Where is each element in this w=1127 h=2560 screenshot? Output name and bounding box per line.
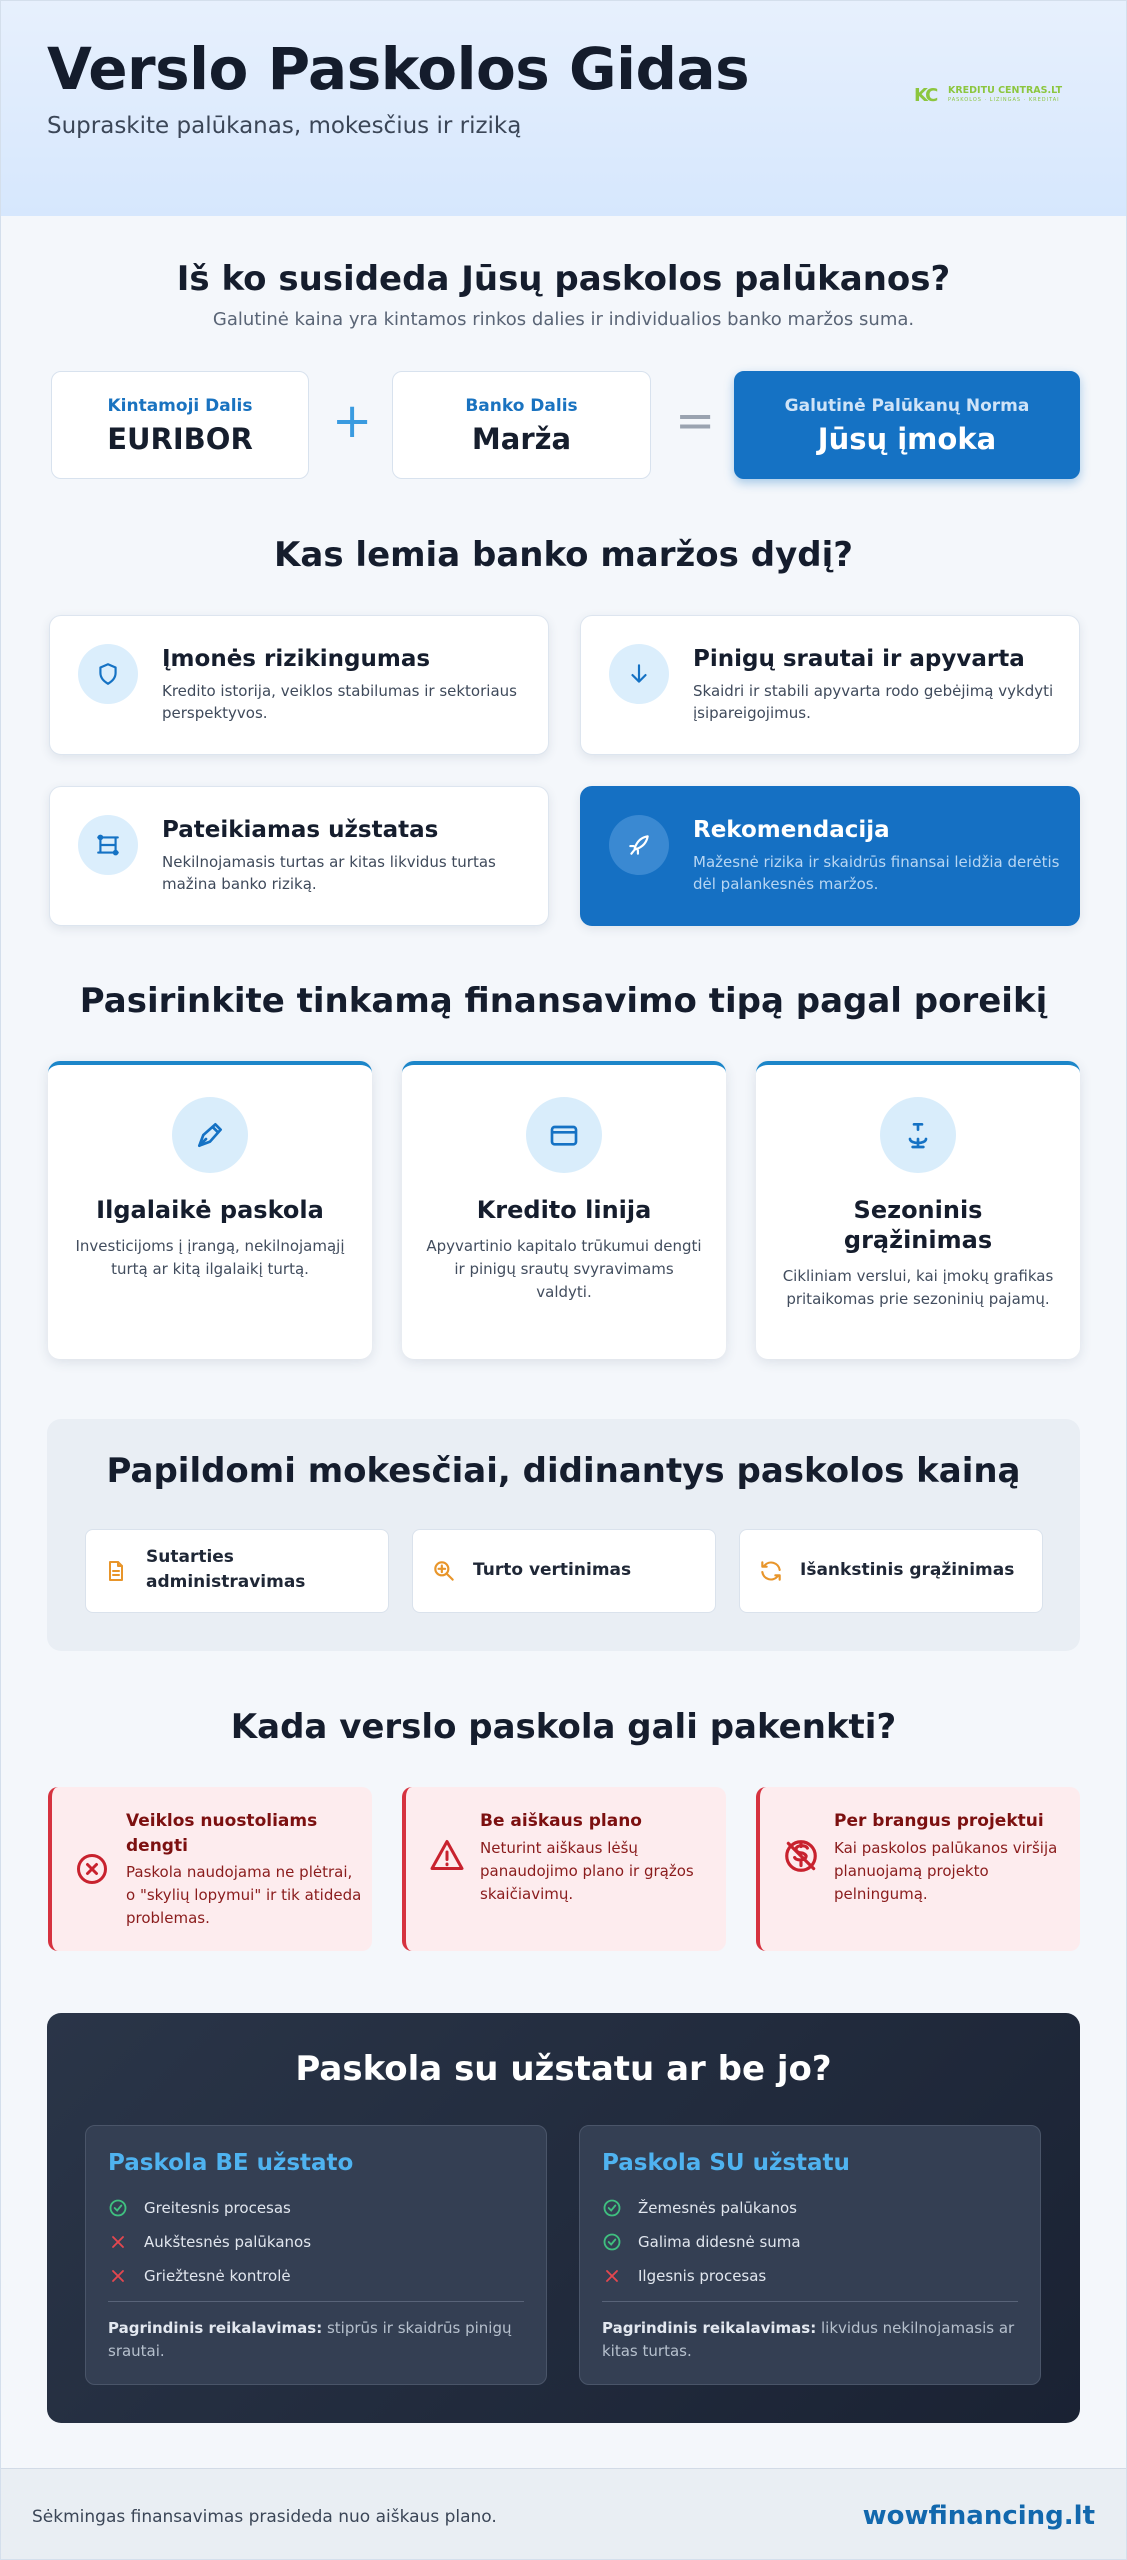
- card-description: Investicijoms į įrangą, nekilnojamąjį turtą ar kitą ilgalaikį turtą.: [75, 1237, 345, 1278]
- margin-card-risk: [49, 615, 549, 755]
- types-section-title: Pasirinkite tinkamą finansavimo tipą pagal poreikį: [79, 981, 1048, 1021]
- pen-icon: [172, 1097, 248, 1173]
- card-description: Paskola naudojama ne plėtrai, o "skylių lopymui" ir tik atideda problemas.: [126, 1863, 362, 1927]
- margin-card-recommendation: [580, 786, 1080, 926]
- header: [1, 1, 1126, 216]
- divider: [602, 2301, 1018, 2302]
- warning-icon: [428, 1837, 466, 1873]
- interest-section-subtitle: Galutinė kaina yra kintamos rinkos dalies ir individualios banko maržos suma.: [212, 309, 915, 330]
- risks-section-title: Kada verslo paskola gali pakenkti?: [230, 1707, 897, 1747]
- plus-sign: +: [332, 393, 373, 449]
- x-circle-icon: [74, 1851, 110, 1887]
- footer-note: Sėkmingas finansavimas prasideda nuo aiškaus plano.: [32, 2507, 497, 2527]
- card-title: Kredito linija: [476, 1196, 652, 1224]
- footer-site-link[interactable]: wowfinancing.lt: [862, 2501, 1095, 2531]
- risk-card-no-plan: [402, 1787, 726, 1951]
- card-title: Įmonės rizikingumas: [162, 646, 431, 672]
- card-description: Cikliniam verslui, kai įmokų grafikas pritaikomas prie sezoninių pajamų.: [782, 1267, 1054, 1308]
- requirement-value: likvidus nekilnojamasis ar kitas turtas.: [602, 2319, 1015, 2360]
- card-description: Nekilnojamasis turtas ar kitas likvidus turtas mažina banko riziką.: [162, 853, 496, 893]
- fee-contract-admin: [85, 1529, 389, 1613]
- comparison-column-with-collateral: [579, 2125, 1041, 2385]
- refresh-icon: [758, 1558, 784, 1584]
- formula-margin-card: [392, 371, 651, 479]
- card-description: Neturint aiškaus lėšų panaudojimo plano ir grąžos skaičiavimų.: [480, 1839, 694, 1903]
- requirement-label: Pagrindinis reikalavimas:: [602, 2319, 817, 2337]
- card-description: Skaidri ir stabili apyvarta rodo gebėjimą vykdyti įsipareigojimus.: [693, 682, 1054, 722]
- card-description: Kai paskolos palūkanos viršija planuojamą projekto pelningumą.: [834, 1839, 1058, 1903]
- footer: [1, 2468, 1126, 2560]
- card-title: Ilgalaikė paskola: [96, 1196, 324, 1224]
- card-description: Apyvartinio kapitalo trūkumui dengti ir pinigų srautų svyravimams valdyti.: [426, 1237, 702, 1301]
- risk-card-losses: [48, 1787, 372, 1951]
- item-text: Aukštesnės palūkanos: [144, 2233, 312, 2251]
- divider: [108, 2301, 524, 2302]
- logo-tagline: PASKOLOS · LIZINGAS · KREDITAI: [948, 97, 1060, 103]
- fees-section-title: Papildomi mokesčiai, didinantys paskolos kainą: [106, 1451, 1021, 1491]
- money-off-icon: [782, 1837, 820, 1875]
- card-description: Kredito istorija, veiklos stabilumas ir sektoriaus perspektyvos.: [162, 682, 517, 722]
- fee-label: Turto vertinimas: [473, 1560, 632, 1580]
- formula-value: Jūsų įmoka: [817, 422, 997, 456]
- column-title: Paskola BE užstato: [108, 2150, 354, 2176]
- card-title: Sezoninis grąžinimas: [843, 1196, 993, 1254]
- logo-mark: KC: [914, 85, 937, 106]
- requirement-text: [108, 2317, 524, 2363]
- item-text: Griežtesnė kontrolė: [144, 2267, 291, 2285]
- arrow-down-icon: [609, 644, 669, 704]
- formula-label: Kintamoji Dalis: [107, 396, 253, 416]
- seasonal-icon: [880, 1097, 956, 1173]
- margin-section-title: Kas lemia banko maržos dydį?: [274, 535, 853, 575]
- requirement-label: Pagrindinis reikalavimas:: [108, 2319, 323, 2337]
- card-description: Mažesnė rizika ir skaidrūs finansai leidžia derėtis dėl palankesnės maržos.: [693, 853, 1060, 893]
- collateral-icon: [78, 815, 138, 875]
- document-icon: [104, 1558, 128, 1584]
- comparison-column-without-collateral: [85, 2125, 547, 2385]
- fee-label: Išankstinis grąžinimas: [800, 1560, 1015, 1580]
- comparison-title: Paskola su užstatu ar be jo?: [295, 2049, 832, 2089]
- item-text: Galima didesnė suma: [638, 2233, 801, 2251]
- check-circle-icon: [602, 2232, 622, 2252]
- requirement-text: [602, 2317, 1018, 2363]
- page-subtitle: Supraskite palūkanas, mokesčius ir riziką: [47, 113, 522, 139]
- card-title: Be aiškaus plano: [480, 1811, 642, 1831]
- rocket-icon: [609, 815, 669, 875]
- item-text: Greitesnis procesas: [144, 2199, 291, 2217]
- check-circle-icon: [602, 2198, 622, 2218]
- x-icon: [108, 2266, 128, 2286]
- formula-result-card: [734, 371, 1080, 479]
- formula-value: Marža: [471, 422, 572, 456]
- card-title: Veiklos nuostoliams dengti: [126, 1811, 318, 1856]
- column-title: Paskola SU užstatu: [602, 2150, 850, 2176]
- card-title: Rekomendacija: [693, 817, 890, 843]
- type-card-credit-line: [402, 1061, 726, 1359]
- card-title: Pinigų srautai ir apyvarta: [693, 646, 1025, 672]
- interest-section-title: Iš ko susideda Jūsų paskolos palūkanos?: [176, 259, 951, 299]
- equals-sign: =: [675, 393, 716, 449]
- margin-card-cashflow: [580, 615, 1080, 755]
- logo-brand-text: KREDITU CENTRAS.LT: [948, 85, 1063, 96]
- x-icon: [602, 2266, 622, 2286]
- kreditu-centras-logo[interactable]: [914, 85, 1064, 105]
- margin-card-collateral: [49, 786, 549, 926]
- fees-section: [47, 1419, 1080, 1651]
- credit-card-icon: [526, 1097, 602, 1173]
- page-title: Verslo Paskolos Gidas: [47, 35, 750, 103]
- card-title: Pateikiamas užstatas: [162, 817, 439, 843]
- fee-label: Sutarties administravimas: [146, 1547, 306, 1592]
- card-title: Per brangus projektui: [834, 1811, 1044, 1831]
- item-text: Žemesnės palūkanos: [638, 2199, 797, 2217]
- fee-asset-valuation: [412, 1529, 716, 1613]
- collateral-comparison-section: [47, 2013, 1080, 2423]
- risk-card-too-expensive: [756, 1787, 1080, 1951]
- type-card-seasonal: [756, 1061, 1080, 1359]
- formula-value: EURIBOR: [107, 422, 253, 456]
- requirement-value: stiprūs ir skaidrūs pinigų srautai.: [108, 2319, 512, 2360]
- formula-label: Banko Dalis: [465, 396, 578, 416]
- formula-label: Galutinė Palūkanų Norma: [784, 396, 1030, 416]
- type-card-long-term: [48, 1061, 372, 1359]
- search-plus-icon: [431, 1558, 457, 1584]
- shield-icon: [78, 644, 138, 704]
- check-circle-icon: [108, 2198, 128, 2218]
- item-text: Ilgesnis procesas: [638, 2267, 767, 2285]
- fee-early-repayment: [739, 1529, 1043, 1613]
- x-icon: [108, 2232, 128, 2252]
- formula-euribor-card: [51, 371, 309, 479]
